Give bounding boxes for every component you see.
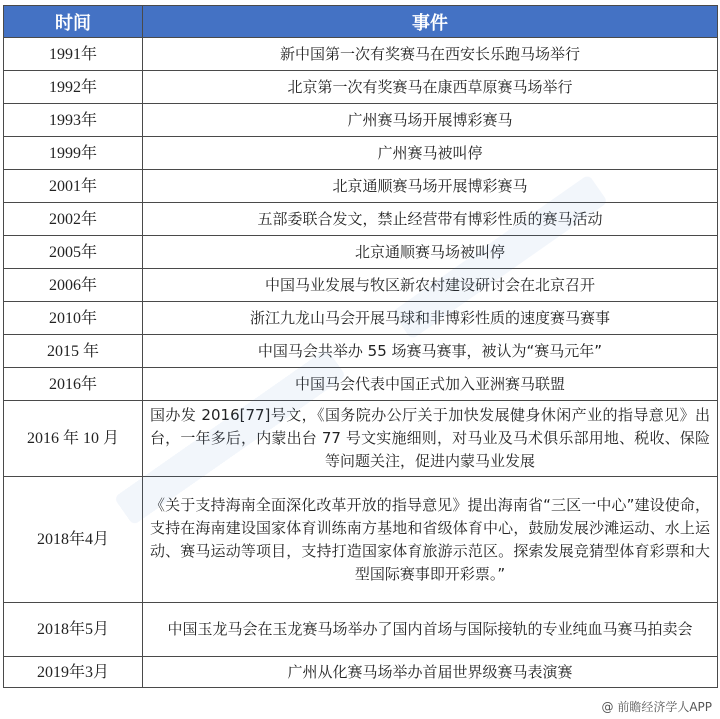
event-cell: 北京通顺赛马场开展博彩赛马 xyxy=(143,170,718,203)
table-row xyxy=(4,603,718,657)
table-row xyxy=(4,401,718,477)
table-row xyxy=(4,38,718,71)
event-cell: 北京第一次有奖赛马在康西草原赛马场举行 xyxy=(143,71,718,104)
header-time: 时间 xyxy=(4,6,143,38)
event-cell: 新中国第一次有奖赛马在西安长乐跑马场举行 xyxy=(143,38,718,71)
event-cell: 浙江九龙山马会开展马球和非博彩性质的速度赛马赛事 xyxy=(143,302,718,335)
event-cell: 中国马会代表中国正式加入亚洲赛马联盟 xyxy=(143,368,718,401)
table-row xyxy=(4,236,718,269)
event-cell: 中国玉龙马会在玉龙赛马场举办了国内首场与国际接轨的专业纯血马赛马拍卖会 xyxy=(143,603,718,657)
time-cell: 2018年5月 xyxy=(4,603,143,657)
time-cell: 2018年4月 xyxy=(4,477,143,603)
event-cell: 广州赛马场开展博彩赛马 xyxy=(143,104,718,137)
event-cell: 《关于支持海南全面深化改革开放的指导意见》提出海南省“三区一中心”建设使命，支持在海南建设国家体育训练南方基地和省级体育中心，鼓励发展沙滩运动、水上运动、赛马运动等项目，支持打造国家体育旅游示范区。探索发展竞猜型体育彩票和大型国际赛事即开彩票。” xyxy=(143,477,718,603)
header-event: 事件 xyxy=(143,6,718,38)
event-cell: 广州赛马被叫停 xyxy=(143,137,718,170)
table-row xyxy=(4,657,718,688)
event-cell: 国办发 2016[77]号文，《国务院办公厅关于加快发展健身休闲产业的指导意见》出台，一年多后，内蒙出台 77 号文实施细则，对马业及马术俱乐部用地、税收、保险等问题关注，促进内蒙马业发展 xyxy=(143,401,718,477)
table-row xyxy=(4,170,718,203)
table-row xyxy=(4,104,718,137)
table-row xyxy=(4,302,718,335)
time-cell: 2001年 xyxy=(4,170,143,203)
event-cell: 北京通顺赛马场被叫停 xyxy=(143,236,718,269)
time-cell: 2006年 xyxy=(4,269,143,302)
time-cell: 2016年 xyxy=(4,368,143,401)
time-cell: 2019年3月 xyxy=(4,657,143,688)
event-cell: 中国马业发展与牧区新农村建设研讨会在北京召开 xyxy=(143,269,718,302)
table-row xyxy=(4,203,718,236)
time-cell: 1992年 xyxy=(4,71,143,104)
time-cell: 2016 年 10 月 xyxy=(4,401,143,477)
table-row xyxy=(4,269,718,302)
time-cell: 1991年 xyxy=(4,38,143,71)
event-cell: 广州从化赛马场举办首届世界级赛马表演赛 xyxy=(143,657,718,688)
timeline-table xyxy=(3,5,718,688)
event-cell: 五部委联合发文，禁止经营带有博彩性质的赛马活动 xyxy=(143,203,718,236)
table-row xyxy=(4,137,718,170)
table-header-row xyxy=(4,6,718,38)
source-credit: @ 前瞻经济学人APP xyxy=(601,700,712,714)
table-row xyxy=(4,368,718,401)
table-row xyxy=(4,71,718,104)
time-cell: 1999年 xyxy=(4,137,143,170)
timeline-table-container xyxy=(3,5,717,688)
event-cell: 中国马会共举办 55 场赛马赛事，被认为“赛马元年” xyxy=(143,335,718,368)
table-row xyxy=(4,477,718,603)
table-row xyxy=(4,335,718,368)
time-cell: 1993年 xyxy=(4,104,143,137)
time-cell: 2010年 xyxy=(4,302,143,335)
time-cell: 2002年 xyxy=(4,203,143,236)
time-cell: 2015 年 xyxy=(4,335,143,368)
time-cell: 2005年 xyxy=(4,236,143,269)
